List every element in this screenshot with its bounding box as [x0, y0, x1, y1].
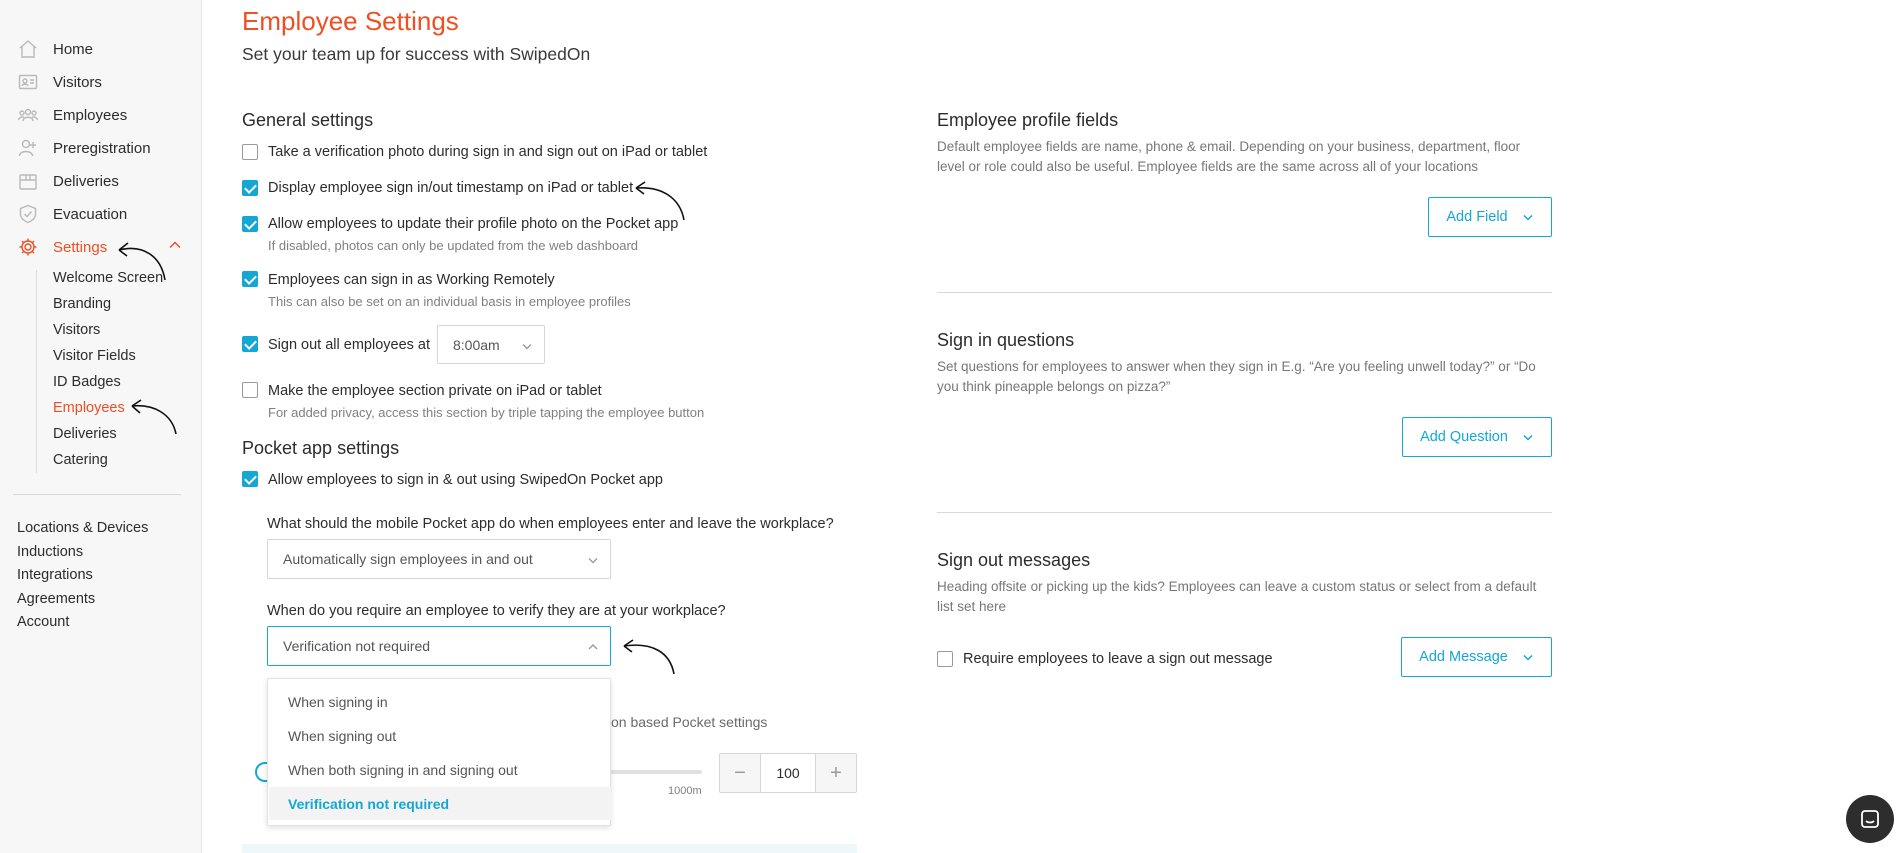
- sidebar-item-label: Deliveries: [53, 172, 119, 190]
- page-subtitle: Set your team up for success with SwipedOn: [242, 44, 591, 64]
- add-message-label: Add Message: [1419, 649, 1508, 665]
- sidebar-item-label: Employees: [53, 106, 128, 124]
- chevron-down-icon: [1522, 211, 1534, 223]
- page-title: Employee Settings: [242, 6, 459, 36]
- annotation-arrow-icon: [115, 238, 175, 289]
- sidebar-divider: [13, 494, 181, 495]
- private-section-label: Make the employee section private on iPad or tablet: [268, 383, 602, 399]
- sidebar-item-inductions[interactable]: Inductions: [17, 544, 84, 560]
- sub-item-visitors[interactable]: Visitors: [53, 322, 101, 338]
- increment-button[interactable]: +: [816, 754, 856, 792]
- gear-icon: [17, 236, 39, 258]
- dropdown-option[interactable]: When both signing in and signing out: [288, 761, 518, 778]
- chevron-up-icon: [587, 640, 599, 652]
- verify-question: When do you require an employee to verify they are at your workplace?: [267, 603, 726, 619]
- people-icon: [17, 104, 39, 126]
- submenu-line: [36, 270, 37, 473]
- allow-pocket-checkbox[interactable]: [242, 471, 258, 487]
- home-icon: [17, 38, 39, 60]
- sidebar-item-deliveries[interactable]: [17, 169, 119, 193]
- general-settings-title: General settings: [242, 110, 374, 130]
- chevron-down-icon: [521, 339, 533, 351]
- chat-launcher-button[interactable]: [1846, 795, 1894, 843]
- chevron-down-icon: [1522, 431, 1534, 443]
- sign-in-questions-desc: Set questions for employees to answer when they sign in E.g. “Are you feeling unwell today?” or “Do you think pineapple belongs on pizza?”: [937, 359, 1536, 394]
- sub-item-id-badges[interactable]: ID Badges: [53, 374, 121, 390]
- private-section-help: For added privacy, access this section by triple tapping the employee button: [268, 405, 705, 420]
- add-question-button[interactable]: [1402, 417, 1552, 457]
- sign-in-questions-title: Sign in questions: [937, 330, 1075, 350]
- update-photo-checkbox[interactable]: [242, 216, 258, 232]
- verify-dropdown-menu: [267, 678, 611, 826]
- sidebar-item-visitors[interactable]: [17, 70, 102, 94]
- sidebar-item-integrations[interactable]: Integrations: [17, 567, 93, 583]
- sidebar-item-employees[interactable]: [17, 103, 127, 127]
- sidebar-item-evacuation[interactable]: [17, 202, 127, 226]
- id-card-icon: [17, 71, 39, 93]
- sidebar-item-label: Home: [53, 40, 94, 58]
- sign-out-all-checkbox[interactable]: [242, 336, 258, 352]
- add-message-button[interactable]: [1401, 637, 1552, 677]
- sidebar-item-locations-devices[interactable]: Locations & Devices: [17, 520, 149, 536]
- decrement-button[interactable]: −: [720, 754, 760, 792]
- sidebar-item-settings[interactable]: [17, 235, 107, 259]
- add-field-label: Add Field: [1446, 209, 1508, 225]
- working-remotely-checkbox[interactable]: [242, 271, 258, 287]
- add-user-icon: [17, 137, 39, 159]
- update-photo-help: If disabled, photos can only be updated from the web dashboard: [268, 238, 639, 253]
- chevron-down-icon: [1522, 651, 1534, 663]
- section-divider: [937, 292, 1552, 293]
- profile-fields-desc: Default employee fields are name, phone & email. Depending on your business, department, floor level or role could also be useful. Employee fields are the same across all of your locations: [937, 139, 1521, 174]
- mobile-behaviour-question: What should the mobile Pocket app do when employees enter and leave the workplace?: [267, 516, 834, 532]
- add-question-label: Add Question: [1420, 429, 1508, 445]
- info-banner: [242, 844, 857, 853]
- working-remotely-label: Employees can sign in as Working Remotely: [268, 272, 555, 288]
- radius-value[interactable]: 100: [760, 754, 816, 792]
- sub-item-deliveries[interactable]: Deliveries: [53, 426, 117, 442]
- sidebar-item-preregistration[interactable]: [17, 136, 151, 160]
- dropdown-option[interactable]: When signing in: [288, 693, 388, 710]
- slider-max-label: 1000m: [668, 785, 702, 797]
- sign-out-time-value: 8:00am: [453, 336, 500, 353]
- mobile-behaviour-select[interactable]: [267, 539, 611, 579]
- shield-icon: [17, 203, 39, 225]
- sub-item-welcome-screen[interactable]: Welcome Screen: [53, 270, 164, 286]
- sign-out-messages-title: Sign out messages: [937, 550, 1091, 570]
- display-timestamp-checkbox[interactable]: [242, 180, 258, 196]
- sidebar-item-account[interactable]: Account: [17, 614, 70, 630]
- profile-fields-title: Employee profile fields: [937, 110, 1119, 130]
- sub-item-branding[interactable]: Branding: [53, 296, 112, 312]
- sidebar-item-label: Preregistration: [53, 139, 151, 157]
- annotation-arrow-icon: [620, 636, 680, 683]
- require-sign-out-message-checkbox[interactable]: [937, 651, 953, 667]
- location-settings-text: on based Pocket settings: [611, 714, 768, 730]
- sub-item-catering[interactable]: Catering: [53, 452, 108, 468]
- sidebar-item-label: Visitors: [53, 73, 102, 91]
- working-remotely-help: This can also be set on an individual basis in employee profiles: [268, 294, 631, 309]
- verification-photo-checkbox[interactable]: [242, 144, 258, 160]
- verify-value: Verification not required: [283, 638, 431, 654]
- sign-out-messages-desc: Heading offsite or picking up the kids? Employees can leave a custom status or select from a default list set here: [937, 579, 1537, 614]
- add-field-button[interactable]: [1428, 197, 1552, 237]
- verify-select[interactable]: [267, 626, 611, 666]
- display-timestamp-label: Display employee sign in/out timestamp on iPad or tablet: [268, 180, 634, 196]
- chat-icon: [1859, 808, 1881, 830]
- private-section-checkbox[interactable]: [242, 382, 258, 398]
- pocket-settings-title: Pocket app settings: [242, 438, 400, 458]
- require-sign-out-message-label: Require employees to leave a sign out message: [963, 651, 1273, 667]
- sidebar-item-label: Evacuation: [53, 205, 128, 223]
- sign-out-all-label: Sign out all employees at: [268, 337, 431, 353]
- package-icon: [17, 170, 39, 192]
- annotation-arrow-icon: [128, 398, 188, 441]
- sub-item-visitor-fields[interactable]: Visitor Fields: [53, 348, 136, 364]
- radius-slider-track[interactable]: [604, 770, 702, 774]
- sidebar-item-agreements[interactable]: Agreements: [17, 591, 96, 607]
- sign-out-time-select[interactable]: [437, 325, 545, 364]
- sidebar-item-home[interactable]: [17, 37, 93, 61]
- verification-photo-label: Take a verification photo during sign in and sign out on iPad or tablet: [268, 144, 708, 160]
- section-divider: [937, 512, 1552, 513]
- sidebar-item-label: Settings: [53, 238, 108, 256]
- chevron-down-icon: [587, 553, 599, 565]
- dropdown-option[interactable]: When signing out: [288, 727, 397, 744]
- dropdown-option-selected[interactable]: Verification not required: [269, 787, 611, 820]
- sub-item-employees[interactable]: Employees: [53, 400, 125, 416]
- mobile-behaviour-value: Automatically sign employees in and out: [283, 551, 533, 567]
- update-photo-label: Allow employees to update their profile photo on the Pocket app: [268, 216, 679, 232]
- radius-stepper: [719, 753, 857, 793]
- allow-pocket-label: Allow employees to sign in & out using SwipedOn Pocket app: [268, 472, 663, 488]
- annotation-arrow-icon: [632, 176, 692, 229]
